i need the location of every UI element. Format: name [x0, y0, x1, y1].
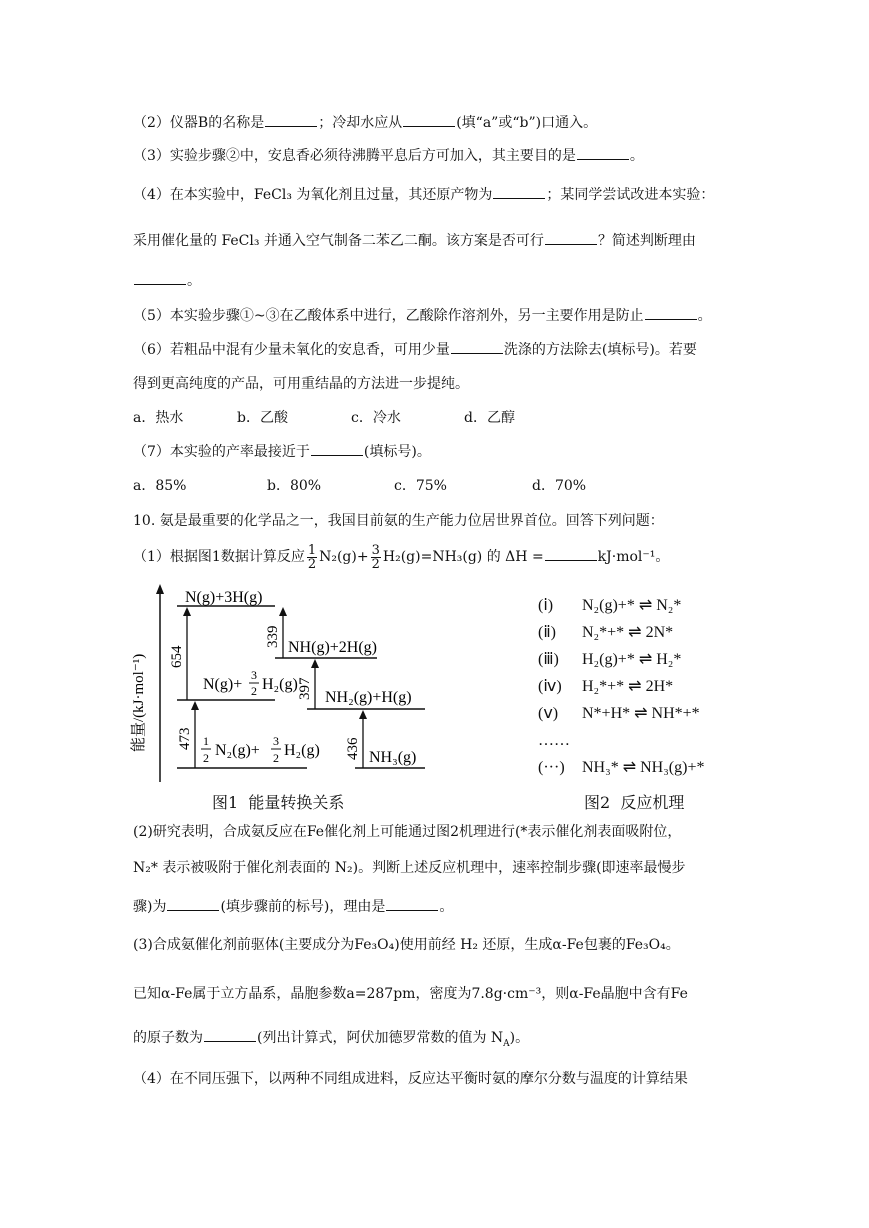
option-a[interactable]: a．85% [133, 478, 187, 494]
answer-blank[interactable] [265, 112, 317, 127]
question-3: （3）实验步骤②中，安息香必须待沸腾平息后方可加入，其主要目的是 。 [133, 145, 644, 166]
question-7: （7）本实验的产率最接近于 (填标号)。 [133, 441, 431, 462]
question-10-2-line1: (2)研究表明，合成氨反应在Fe催化剂上可能通过图2机理进行(*表示催化剂表面吸附位， [133, 824, 682, 840]
answer-blank[interactable] [386, 896, 438, 911]
answer-blank[interactable] [167, 896, 219, 911]
question-6-options [133, 408, 515, 428]
level-label: N(g)+ [203, 676, 243, 693]
mechanism-step: …… [538, 732, 570, 749]
answer-blank[interactable] [493, 184, 545, 199]
mechanism-step: (ⅳ) H₂*+* ⇌ 2H* [538, 678, 674, 695]
question-7-options [133, 476, 586, 496]
mechanism-step: (ⅱ) N₂*+* ⇌ 2N* [538, 624, 674, 641]
question-10-3-line1: (3)合成氨催化剂前驱体(主要成分为Fe₃O₄)使用前经 H₂ 还原，生成α-Fe包裹的Fe₃O₄。 [133, 937, 680, 953]
option-b[interactable]: b．乙酸 [237, 410, 288, 426]
arrow-head-icon [279, 607, 287, 616]
figure-2-caption: 图2 反应机理 [584, 793, 685, 812]
option-b[interactable]: b．80% [267, 478, 322, 494]
mechanism-step: (ⅲ) H₂(g)+* ⇌ H₂* [538, 651, 682, 668]
answer-blank[interactable] [645, 305, 697, 320]
energy-diagram [125, 582, 445, 812]
question-10-2-line3: 骤)为 (填步骤前的标号)，理由是 。 [133, 896, 453, 917]
question-6-line2: 得到更高纯度的产品，可用重结晶的方法进一步提纯。 [133, 376, 469, 392]
question-10-intro: 10. 氨是最重要的化学品之一，我国目前氨的生产能力位居世界首位。回答下列问题： [133, 513, 664, 529]
value-label: 654 [169, 645, 185, 668]
question-10-3-line3: 的原子数为 (列出计算式，阿伏加德罗常数的值为 $N_A$)。 [133, 1027, 529, 1054]
fraction-denominator: 2 [273, 751, 279, 765]
value-label: 436 [345, 737, 361, 760]
y-axis-arrow-icon [156, 584, 164, 594]
fraction-numerator: 3 [251, 668, 257, 682]
arrow-head-icon [311, 659, 319, 668]
figure-1-caption: 图1 能量转换关系 [212, 793, 345, 812]
level-label: H₂(g) [262, 676, 298, 693]
option-c[interactable]: c．冷水 [351, 410, 401, 426]
option-c[interactable]: c．75% [394, 478, 447, 494]
arrow-head-icon [359, 710, 367, 719]
question-4-line2: 采用催化量的 FeCl₃ 并通入空气制备二苯乙二酮。该方案是否可行 ？简述判断理由 [133, 230, 696, 251]
y-axis-label: 能量/(kJ·mol⁻¹) [131, 653, 147, 752]
answer-blank[interactable] [545, 546, 597, 561]
answer-blank[interactable] [134, 270, 186, 285]
question-10-2-line2: N₂* 表示被吸附于催化剂表面的 N₂)。判断上述反应机理中，速率控制步骤(即速率最慢步 [133, 860, 686, 876]
level-label: H₂(g) [284, 742, 320, 759]
value-label: 397 [297, 677, 313, 700]
value-label: 473 [177, 727, 193, 750]
fraction-three-halves: $\frac{3}{2}$ [371, 542, 380, 572]
fraction-numerator: 1 [203, 734, 209, 748]
option-d[interactable]: d．乙醇 [464, 410, 515, 426]
mechanism-step: (ⅰ) N₂(g)+* ⇌ N₂* [538, 597, 682, 614]
arrow-head-icon [191, 701, 199, 710]
question-5: （5）本实验步骤①~③在乙酸体系中进行，乙酸除作溶剂外，另一主要作用是防止 。 [133, 305, 712, 326]
fraction-numerator: 3 [273, 734, 279, 748]
answer-blank[interactable] [311, 441, 363, 456]
fraction-denominator: 2 [251, 684, 257, 698]
question-4-line3: 。 [133, 270, 201, 291]
fraction-denominator: 2 [203, 751, 209, 765]
question-2: （2）仪器B的名称是 ；冷却水应从 (填“a”或“b”)口通入。 [133, 112, 597, 133]
level-label: NH(g)+2H(g) [288, 639, 377, 656]
question-10-4: （4）在不同压强下，以两种不同组成进料，反应达平衡时氨的摩尔分数与温度的计算结果 [133, 1071, 688, 1087]
fraction-one-half: $\frac{1}{2}$ [307, 542, 317, 572]
mechanism-step: (ⅴ) N*+H* ⇌ NH*+* [538, 705, 700, 722]
level-label: NH₂(g)+H(g) [325, 689, 412, 706]
option-a[interactable]: a．热水 [133, 410, 184, 426]
answer-blank[interactable] [577, 145, 629, 160]
question-4-line1: （4）在本实验中，FeCl₃ 为氧化剂且过量，其还原产物为 ；某同学尝试改进本实验： [133, 184, 714, 205]
answer-blank[interactable] [403, 112, 455, 127]
mechanism-step: (···) NH₃* ⇌ NH₃(g)+* [538, 759, 705, 776]
level-label: NH₃(g) [369, 749, 417, 766]
level-label: N(g)+3H(g) [185, 589, 263, 606]
answer-blank[interactable] [451, 339, 503, 354]
question-6-line1: （6）若粗品中混有少量未氧化的安息香，可用少量 洗涤的方法除去(填标号)。若要 [133, 339, 697, 360]
arrow-head-icon [183, 607, 191, 616]
answer-blank[interactable] [204, 1027, 256, 1042]
question-10-1: （1）根据图1数据计算反应 $\frac{1}{2}$ N₂(g)+ $\frac{3}{2}$ H₂(g)=NH₃(g) 的 ΔH = kJ·mol⁻¹。 [133, 542, 670, 572]
answer-blank[interactable] [545, 230, 597, 245]
value-label: 339 [265, 625, 281, 648]
level-label: N₂(g)+ [215, 742, 260, 759]
question-10-3-line2: 已知α-Fe属于立方晶系，晶胞参数a=287pm，密度为7.8g·cm⁻³，则α-Fe晶胞中含有Fe [133, 986, 688, 1002]
reaction-mechanism [538, 592, 704, 781]
option-d[interactable]: d．70% [532, 478, 587, 494]
